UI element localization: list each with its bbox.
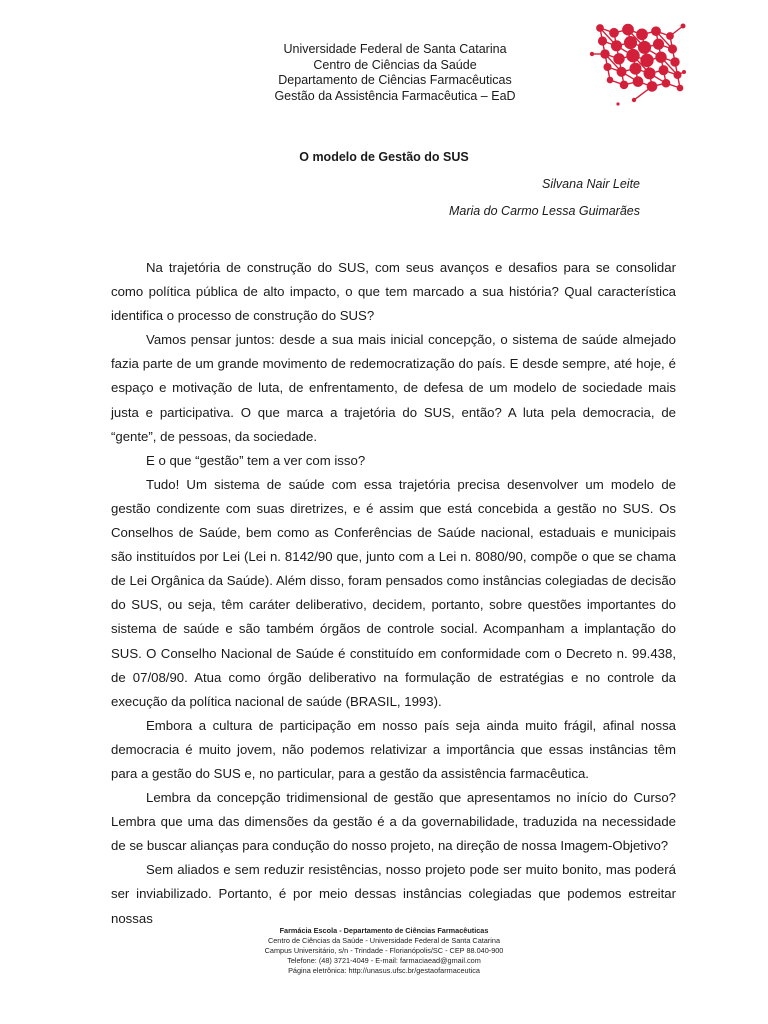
header-center: Centro de Ciências da Saúde: [313, 57, 477, 72]
molecular-network-logo: [588, 14, 690, 108]
paragraph: Embora a cultura de participação em nosso país seja ainda muito frágil, afinal nossa democracia é muito jovem, não podemos relativizar a importância que essas instâncias têm para a gestão do SUS e, no particular, para a gestão da assistência farmacêutica.: [111, 717, 676, 781]
document-title: O modelo de Gestão do SUS: [299, 150, 469, 164]
footer-line: Centro de Ciências da Saúde - Universidade Federal de Santa Catarina: [267, 936, 500, 945]
paragraph: Lembra da concepção tridimensional de gestão que apresentamos no início do Curso? Lembra que uma das dimensões da gestão é a da governabilidade, traduzida na necessidade de se buscar alianças para condução do nosso projeto, na direção de nossa Imagem-Objetivo?: [111, 790, 676, 854]
footer-title: Farmácia Escola - Departamento de Ciências Farmacêuticas: [279, 926, 489, 935]
paragraph: Sem aliados e sem reduzir resistências, nosso projeto pode ser muito bonito, mas poderá ser inviabilizado. Portanto, é por meio dessas instâncias colegiadas que podemos estreitar nossas: [111, 862, 676, 926]
header-university: Universidade Federal de Santa Catarina: [283, 42, 507, 56]
page-footer: [0, 926, 768, 976]
header-department: Departamento de Ciências Farmacêuticas: [278, 73, 512, 87]
body-text: [111, 256, 676, 931]
footer-line: Telefone: (48) 3721-4049 - E-mail: farmaciaead@gmail.com: [287, 956, 481, 965]
paragraph: Na trajetória de construção do SUS, com seus avanços e desafios para se consolidar como política pública de alto impacto, o que tem marcado a sua história? Qual característica identifica o processo de construção do SUS?: [111, 260, 676, 324]
paragraph: E o que “gestão” tem a ver com isso?: [146, 452, 366, 468]
footer-line: Página eletrônica: http://unasus.ufsc.br/gestaofarmaceutica: [288, 966, 480, 975]
paragraph: Tudo! Um sistema de saúde com essa trajetória precisa desenvolver um modelo de gestão condizente com suas diretrizes, e é assim que está concebida a gestão no SUS. Os Conselhos de Saúde, bem como as Conferências de Saúde nacional, estaduais e municipais são instituídos por Lei (Lei n. 8142/90 que, junto com a Lei n. 8080/90, compõe o que se chama de Lei Orgânica da Saúde). Além disso, foram pensados como instâncias colegiadas de decisão do SUS, ou seja, têm caráter deliberativo, decidem, portanto, sobre questões importantes do sistema de saúde e são também órgãos de controle social. Acompanham a implantação do SUS. O Conselho Nacional de Saúde é constituído em conformidade com o Decreto n. 99.438, de 07/08/90. Atua como órgão deliberativo na formulação de estratégias e no controle da execução da política nacional de saúde (BRASIL, 1993).: [111, 476, 676, 709]
paragraph: Vamos pensar juntos: desde a sua mais inicial concepção, o sistema de saúde almejado fazia parte de um grande movimento de redemocratização do país. E desde sempre, até hoje, é espaço e motivação de luta, de enfrentamento, de defesa de um modelo de sociedade mais justa e participativa. O que marca a trajetória do SUS, então? A luta pela democracia, de “gente”, de pessoas, da sociedade.: [111, 332, 676, 444]
institution-header: [210, 42, 580, 104]
author-1: Silvana Nair Leite: [542, 177, 640, 191]
header-course: Gestão da Assistência Farmacêutica – EaD: [274, 88, 516, 103]
footer-line: Campus Universitário, s/n - Trindade - Florianópolis/SC - CEP 88.040-900: [264, 946, 504, 955]
author-2: Maria do Carmo Lessa Guimarães: [448, 204, 640, 218]
